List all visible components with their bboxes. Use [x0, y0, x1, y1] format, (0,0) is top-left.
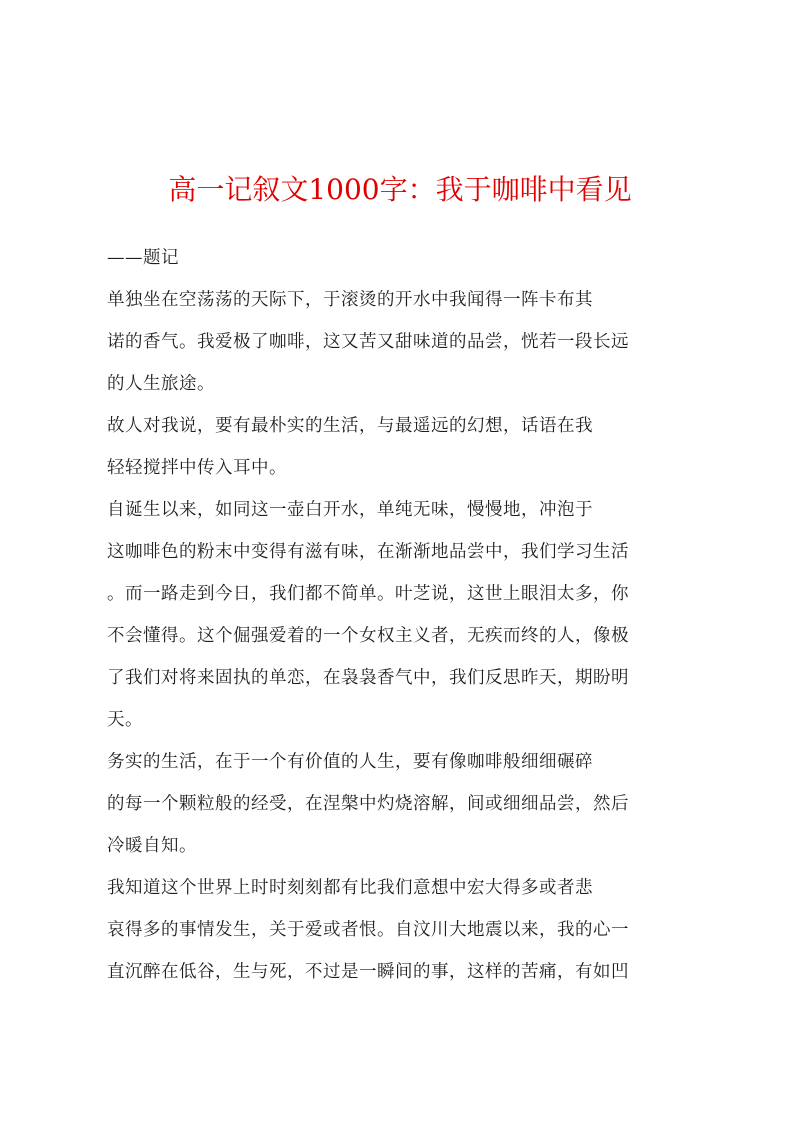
body-line: 的人生旅途。 — [107, 374, 215, 394]
body-line: 的每一个颗粒般的经受，在涅槃中灼烧溶解，间或细细品尝，然后 — [107, 794, 629, 814]
body-line: 不会懂得。这个倔强爱着的一个女权主义者，无疾而终的人，像极 — [107, 626, 629, 646]
body-line: 天。 — [107, 710, 143, 730]
epigraph-attribution: ——题记 — [107, 248, 179, 268]
body-line: 。而一路走到今日，我们都不简单。叶芝说，这世上眼泪太多，你 — [107, 584, 629, 604]
body-line: 我知道这个世界上时时刻刻都有比我们意想中宏大得多或者悲 — [107, 878, 593, 898]
body-line: 了我们对将来固执的单恋，在袅袅香气中，我们反思昨天，期盼明 — [107, 668, 629, 688]
body-line: 哀得多的事情发生，关于爱或者恨。自汶川大地震以来，我的心一 — [107, 920, 629, 940]
body-line: 单独坐在空荡荡的天际下，于滚烫的开水中我闻得一阵卡布其 — [107, 290, 593, 310]
body-line: 故人对我说，要有最朴实的生活，与最遥远的幻想，话语在我 — [107, 416, 593, 436]
body-line: 冷暖自知。 — [107, 836, 197, 856]
body-line: 诺的香气。我爱极了咖啡，这又苦又甜味道的品尝，恍若一段长远 — [107, 332, 629, 352]
body-line: 务实的生活，在于一个有价值的人生，要有像咖啡般细细碾碎 — [107, 752, 593, 772]
body-line: 这咖啡色的粉末中变得有滋有味，在渐渐地品尝中，我们学习生活 — [107, 542, 629, 562]
document-title: 高一记叙文1000字：我于咖啡中看见 — [168, 173, 632, 206]
body-line: 直沉醉在低谷，生与死，不过是一瞬间的事，这样的苦痛，有如凹 — [107, 962, 629, 982]
body-line: 轻轻搅拌中传入耳中。 — [107, 458, 287, 478]
body-line: 自诞生以来，如同这一壶白开水，单纯无味，慢慢地，冲泡于 — [107, 500, 593, 520]
